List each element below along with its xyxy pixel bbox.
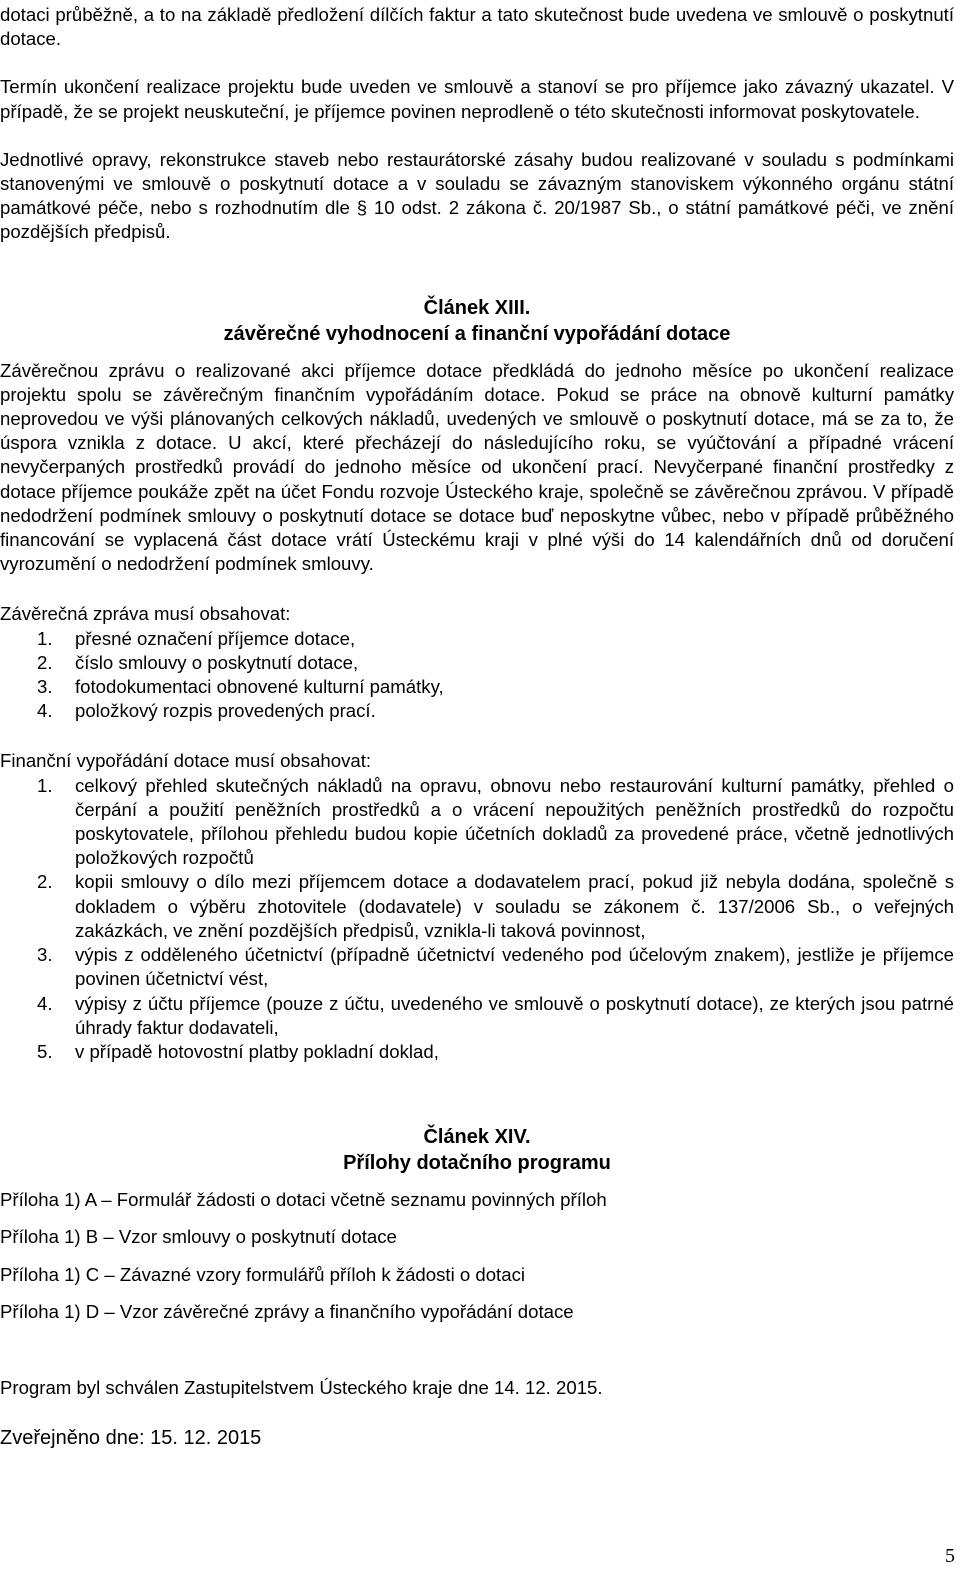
attachment-item: Příloha 1) B – Vzor smlouvy o poskytnutí dotace [0,1226,397,1248]
list-item: 2. číslo smlouvy o poskytnutí dotace, [37,651,359,673]
report-list [0,627,954,724]
article-14-subheading: Přílohy dotačního programu [343,1152,611,1175]
finance-list [0,774,954,1064]
list-item: 4. výpisy z účtu příjemce (pouze z účtu, uvedeného ve smlouvě o poskytnutí dotace), ze kterých jsou patrné úhrady faktur dodavateli, [37,992,954,1038]
list-item: 1. celkový přehled skutečných nákladů na opravu, obnovu nebo restaurování kulturní památky, přehled o čerpání a použití peněžních prostředků a o vrácení nepoužitých peněžních prostředků do rozpočtu poskytovatele, přílohou přehledu budou kopie účetních dokladů za provedené práce, včetně jednotlivých položkových rozpočtů [37,774,954,869]
report-intro: Závěrečná zpráva musí obsahovat: [0,603,291,625]
attachment-item: Příloha 1) C – Závazné vzory formulářů příloh k žádosti o dotaci [0,1263,525,1285]
article-13-body: Závěrečnou zprávu o realizované akci příjemce dotace předkládá do jednoho měsíce po ukončení realizace projektu spolu se závěrečným finančním vypořádáním dotace. Pokud se práce na obnově kulturní památky neprovedou ve výši plánovaných celkových nákladů, uvedených ve smlouvě o poskytnutí dotace, má se za to, že úspora vznikla z dotace. U akcí, které přecházejí do následujícího roku, se vyúčtování a případné vrácení nevyčerpaných prostředků provádí do jednoho měsíce od ukončení prací. Nevyčerpané finanční prostředky z dotace příjemce poukáže zpět na účet Fondu rozvoje Ústeckého kraje, společně se závěrečnou zprávou. V případě nedodržení podmínek smlouvy o poskytnutí dotace se dotace buď neposkytne vůbec, nebo v případě průběžného financování se vyplacená část dotace vrátí Ústeckému kraji v plné výši do 14 kalendářních dnů od doručení vyrozumění o nedodržení podmínek smlouvy. [0,359,954,575]
paragraph-deadline: Termín ukončení realizace projektu bude uveden ve smlouvě a stanoví se pro příjemce jako závazný ukazatel. V případě, že se projekt neuskuteční, je příjemce povinen neprodleně o této skutečnosti informovat poskytovatele. [0,76,954,122]
paragraph-repairs: Jednotlivé opravy, rekonstrukce staveb nebo restaurátorské zásahy budou realizované v souladu s podmínkami stanovenými ve smlouvě o poskytnutí dotace a v souladu se závazným stanoviskem výkonného orgánu státní památkové péče, nebo s rozhodnutím dle § 10 odst. 2 zákona č. 20/1987 Sb., o státní památkové péči, ve znění pozdějších předpisů. [0,148,954,243]
finance-intro: Finanční vypořádání dotace musí obsahovat: [0,750,372,772]
list-item: 5. v případě hotovostní platby pokladní doklad, [37,1040,439,1062]
article-13-subheading: závěrečné vyhodnocení a finanční vypořádání dotace [223,322,731,345]
publication-date: Zveřejněno dne: 15. 12. 2015 [0,1427,262,1450]
attachment-item: Příloha 1) D – Vzor závěrečné zprávy a finančního vypořádání dotace [0,1300,574,1322]
paragraph-continuation: dotaci průběžně, a to na základě předložení dílčích faktur a tato skutečnost bude uvedena ve smlouvě o poskytnutí dotace. [0,4,954,50]
page-number: 5 [945,1545,955,1567]
list-item: 3. fotodokumentaci obnovené kulturní památky, [37,676,444,698]
document-page [0,3,954,1450]
attachment-item: Příloha 1) A – Formulář žádosti o dotaci včetně seznamu povinných příloh [0,1189,607,1211]
list-item: 1. přesné označení příjemce dotace, [37,627,356,649]
article-14-heading: Článek XIV. [423,1126,531,1149]
list-item: 3. výpis z odděleného účetnictví (případně účetnictví vedeného pod účelovým znakem), jestliže je příjemce povinen účetnictví vést, [37,944,954,990]
article-13-heading: Článek XIII. [423,296,531,319]
approval-note: Program byl schválen Zastupitelstvem Ústeckého kraje dne 14. 12. 2015. [0,1376,603,1398]
list-item: 2. kopii smlouvy o dílo mezi příjemcem dotace a dodavatelem prací, pokud již nebyla dodána, společně s dokladem o výběru zhotovitele (dodavatele) v souladu se zákonem č. 137/2006 Sb., o veřejných zakázkách, ve znění pozdějších předpisů, vznikla-li taková povinnost, [37,871,954,941]
list-item: 4. položkový rozpis provedených prací. [37,700,376,722]
